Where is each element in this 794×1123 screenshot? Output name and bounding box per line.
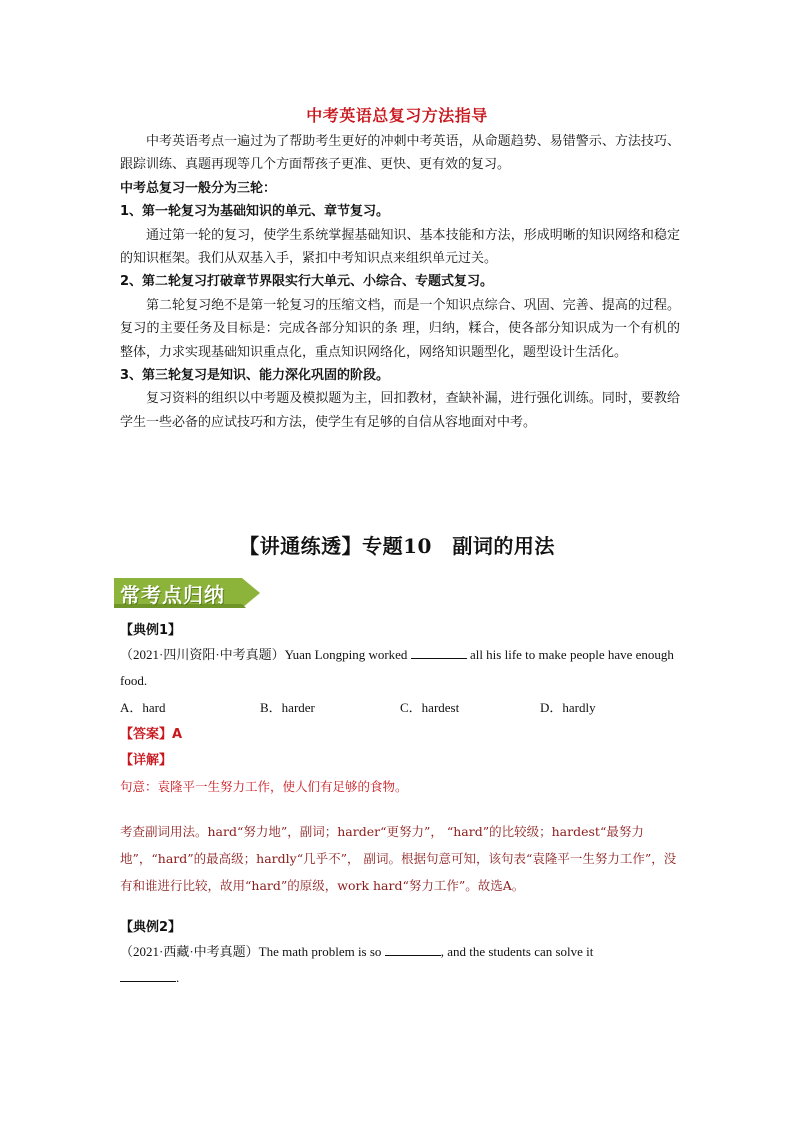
round3-heading: 3、第三轮复习是知识、能力深化巩固的阶段。 [120,368,390,384]
option-d: D．hardly [540,700,596,715]
banner-label: 常考点归纳 [120,583,225,607]
round1-heading: 1、第一轮复习为基础知识的单元、章节复习。 [120,204,390,220]
example1-analysis: 考查副词用法。hard“努力地”，副词；harder“更努力”， “hard”的比较级；hardest“最努力地”，“hard”的最高级；hardly“几乎不”， 副词。根据句意可知，该句表“袁隆平一生努力工作”，没有和谁进行比较，故用“hard”的原级，work hard“努力工作”。故选A。 [120,824,677,893]
option-a: A．hard [120,700,166,715]
example2-label: 【典例2】 [120,920,182,935]
example1-answer [120,722,680,748]
example2-q-after: . [176,970,180,985]
example1-q-after: all his life to make people have enough food. [120,647,674,688]
round2-heading: 2、第二轮复习打破章节界限实行大单元、小综合、专题式复习。 [120,274,494,290]
spacer [120,800,680,818]
example1-options [120,694,680,722]
round1-text: 通过第一轮的复习，使学生系统掌握基础知识、基本技能和方法，形成明晰的知识网络和稳定的知识框架。我们从双基入手，紧扣中考知识点来组织单元过关。 [120,227,680,267]
example1-question [120,642,680,694]
option-c: C．hardest [400,700,460,715]
example2-question [120,939,680,991]
guide-intro: 中考英语考点一遍过为了帮助考生更好的冲刺中考英语，从命题趋势、易错警示、方法技巧、跟踪训练、真题再现等几个方面帮孩子更准、更快、更有效的复习。 [120,134,680,173]
example2-q-middle: , and the students can solve it [440,944,594,959]
guide-body [120,130,680,434]
example1-source: （2021·四川资阳·中考真题） [120,647,285,662]
answer-blank [120,967,176,982]
answer-value: A [172,727,183,742]
spacer [120,899,680,917]
topic-title: 【讲通练透】专题10 副词的用法 [239,534,555,558]
example1-label: 【典例1】 [120,623,182,638]
detail-label: 【详解】 [120,753,173,768]
option-b: B．harder [260,700,315,715]
answer-blank [411,644,467,659]
example1-meaning: 句意：袁隆平一生努力工作，使人们有足够的食物。 [120,779,408,794]
round3-text: 复习资料的组织以中考题及模拟题为主，回扣教材，查缺补漏，进行强化训练。同时，要教给学生一些必备的应试技巧和方法，使学生有足够的自信从容地面对中考。 [120,391,680,430]
example1-q-before: Yuan Longping worked [284,647,411,662]
example2-q-before: The math problem is so [258,944,385,959]
guide-title: 中考英语总复习方法指导 [306,106,488,125]
answer-blank [385,941,441,956]
examples [120,620,680,991]
guide-overview: 中考总复习一般分为三轮： [120,180,277,196]
section-banner [114,576,264,610]
round2-text: 第二轮复习绝不是第一轮复习的压缩文档，而是一个知识点综合、巩固、完善、提高的过程。复习的主要任务及目标是：完成各部分知识的条 理，归纳，糅合，使各部分知识成为一个有机的整体，力求实现基础知识重点化，重点知识网络化，网络知识题型化，题型设计生活化。 [120,297,680,360]
example2-source: （2021·西藏·中考真题） [120,944,259,959]
answer-label: 【答案】 [120,727,173,742]
